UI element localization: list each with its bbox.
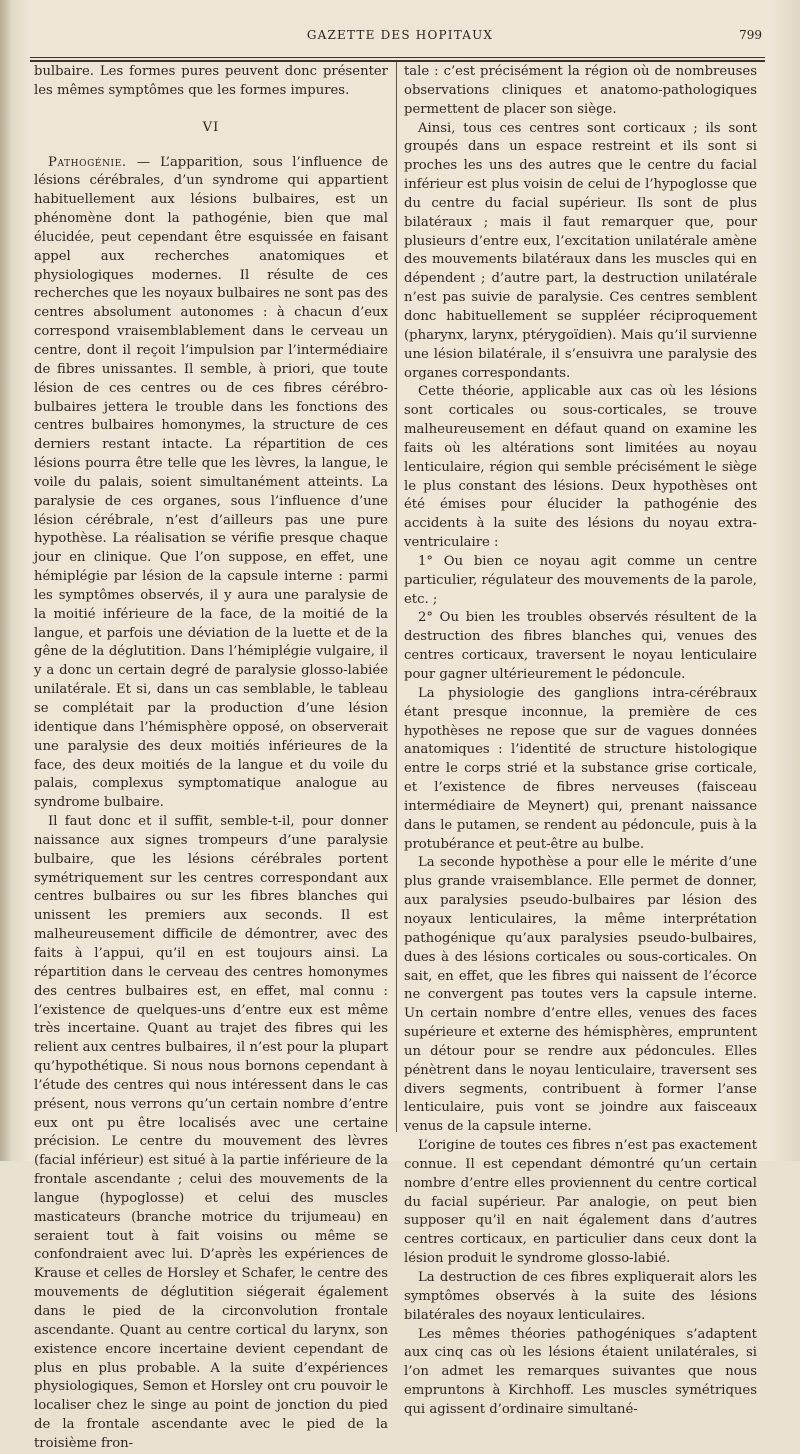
header-rule-thin [30, 57, 765, 58]
paragraph-opening: bulbaire. Les formes pures peuvent donc présenter les mêmes symptômes que les formes impures. [34, 64, 388, 98]
section-heading: VI [202, 119, 220, 135]
header-rule-thick [30, 60, 765, 62]
page-header [30, 28, 770, 48]
paragraph-seconde: La seconde hypothèse a pour elle le mérite d’une plus grande vraisemblance. Elle permet de donner, aux paralysies pseudo-bulbaires par lésion des noyaux lenticulaires, la même interprétation pathogénique qu’aux paralysies pseudo-bulbaires, dues à des lésions corticales ou sous-corticales. On sait, en effet, que les fibres qui naissent de l’écorce ne convergent pas toutes vers la capsule interne. Un certain nombre d’entre elles, venues des faces supérieure et externe des hémisphères, empruntent un détour pour se rendre aux pédoncules. Elles pénètrent dans le noyau lenticulaire, traversent ses divers segments, contribuent à former l’anse lenticulaire, puis vont se joindre aux faisceaux venus de la capsule interne. [404, 855, 757, 1135]
paragraph-tale: tale : c’est précisément la région où de nombreuses observations cliniques et anatomo-pathologiques permettent de placer son siège. [404, 64, 757, 117]
paragraph-origine: L’origine de toutes ces fibres n’est pas exactement connue. Il est cependant démontré qu’un certain nombre d’entre elles proviennent du centre cortical du facial supérieur. Par analogie, on peut bien supposer qu’il en nait également dans d’autres centres corticaux, en particulier dans ceux dont la lésion produit le syndrome glosso-labié. [404, 1138, 757, 1267]
paragraph-hypothesis-1: 1° Ou bien ce noyau agit comme un centre particulier, régulateur des mouvements de la parole, etc. ; [404, 553, 757, 607]
running-title: GAZETTE DES HOPITAUX [306, 28, 494, 42]
paragraph-memes: Les mêmes théories pathogéniques s’adaptent aux cinq cas où les lésions étaient unilatérales, si l’on admet les remarques suivantes que nous empruntons à Kirchhoff. Les muscles symétriques qui agissent d’ordinaire simultané- [404, 1326, 757, 1417]
paragraph-destruction: La destruction de ces fibres expliquerait alors les symptômes observés à la suite des lésions bilatérales des noyaux lenticulaires. [404, 1270, 757, 1323]
paragraph-ainsi: Ainsi, tous ces centres sont corticaux ; ils sont groupés dans un espace restreint et ils sont si proches les uns des autres que le centre du facial inférieur est plus voisin de celui de l’hypoglosse que du centre du facial supérieur. Ils sont de plus bilatéraux ; mais il faut remarquer que, pour plusieurs d’entre eux, l’excitation unilatérale amène des mouvements bilatéraux dans les muscles qui en dépendent ; d’autre part, la destruction unilatérale n’est pas suivie de paralysie. Ces centres semblent donc habituellement se suppléer réciproquement (pharynx, larynx, ptérygoïdien). Mais qu’il survienne une lésion bilatérale, il s’ensuivra une paralysie des organes correspondants. [404, 120, 757, 381]
pathogenie-body: L’apparition, sous l’influence de lésions cérébrales, d’un syndrome qui appartient habituellement aux lésions bulbaires, est un phénomène dont la pathogénie, bien que mal élucidée, peut cependant être esquissée en faisant appel aux recherches anatomiques et physiologiques modernes. Il résulte de ces recherches que les noyaux bulbaires ne sont pas des centres absolument autonomes : à chacun d’eux correspond vraisemblablement dans le cerveau un centre, dont il reçoit l’impulsion par l’intermédiaire de fibres unissantes. Il semble, à priori, que toute lésion de ces centres ou de ces fibres cérébro-bulbaires jettera le trouble dans les fonctions des centres bulbaires homonymes, la structure de ces derniers restant intacte. La répartition de ces lésions pourra être telle que les lèvres, la langue, le voile du palais, soient simultanément atteints. La paralysie de ces organes, sous l’influence d’une lésion cérébrale, n’est d’ailleurs pas une pure hypothèse. La réalisation se vérifie presque chaque jour en clinique. Que l’on suppose, en effet, une hémiplégie par lésion de la capsule interne : parmi les symptômes observés, il y aura une paralysie de la moitié inférieure de la face, de la moitié de la langue, et parfois une déviation de la luette et de la gêne de la déglutition. Dans l’hémiplégie vulgaire, il y a donc un certain degré de paralysie glosso-labiée unilatérale. Et si, dans un cas semblable, le tableau se complétait par la production d’une lésion identique dans l’hémisphère opposé, on observerait une paralysie des deux moitiés inférieures de la face, des deux moitiés de la langue et du voile du palais, complexus symptomatique analogue au syndrome bulbaire. [34, 154, 388, 811]
left-column [34, 63, 388, 1451]
paragraph-hypothesis-2: 2° Ou bien les troubles observés résultent de la destruction des fibres blanches qui, venues des centres corticaux, traversent le noyau lenticulaire pour gagner ultérieurement le pédoncule. [404, 610, 757, 682]
paragraph-theorie: Cette théorie, applicable aux cas où les lésions sont corticales ou sous-corticales, se trouve malheureusement en défaut quand on examine les faits où les altérations sont limitées au noyau lenticulaire, région qui semble précisément le siège le plus constant des lésions. Deux hypothèses ont été émises pour élucider la pathogénie des accidents à la suite des lésions du noyau extra-ventriculaire : [404, 384, 757, 551]
paragraph-physiologie: La physiologie des ganglions intra-cérébraux étant presque inconnue, la première de ces hypothèses ne repose que sur de vagues données anatomiques : l’identité de structure histologique entre le corps strié et la substance grise corticale, et l’existence de fibres nerveuses (faisceau intermédiaire de Meynert) qui, prenant naissance dans le putamen, se rendent au pédoncule, puis à la protubérance et peut-être au bulbe. [404, 685, 757, 852]
binding-shadow [0, 0, 12, 1161]
right-column [404, 63, 757, 1417]
pathogenie-lead: Pathogénie. — [48, 154, 151, 170]
column-divider [396, 62, 397, 1132]
page-number: 799 [739, 28, 762, 42]
paragraph-pathogenie [34, 154, 388, 814]
paragraph-suffit: Il faut donc et il suffit, semble-t-il, pour donner naissance aux signes trompeurs d’une paralysie bulbaire, que les lésions cérébrales portent symétriquement sur les centres correspondant aux centres bulbaires ou sur les fibres blanches qui unissent les premiers aux seconds. Il est malheureusement difficile de démontrer, avec des faits à l’appui, qu’il en est toujours ainsi. La répartition dans le cerveau des centres homonymes des centres bulbaires est, en effet, mal connu : l’existence de quelques-uns d’entre eux est même très incertaine. Quant au trajet des fibres qui les relient aux centres bulbaires, il n’est pour la plupart qu’hypothétique. Si nous nous bornons cependant à l’étude des centres qui nous intéressent dans le cas présent, nous verrons qu’un certain nombre d’entre eux ont pu être localisés avec une certaine précision. Le centre du mouvement des lèvres (facial inférieur) est situé à la partie inférieure de la frontale ascendante ; celui des mouvements de la langue (hypoglosse) et celui des muscles masticateurs (branche motrice du trijumeau) en seraient tout à fait voisins ou même se confondraient avec lui. D’après les expériences de Krause et celles de Horsley et Schafer, le centre des mouvements de déglutition siégerait également dans le pied de la circonvolution frontale ascendante. Quant au centre cortical du larynx, son existence encore incertaine devient cependant de plus en plus probable. A la suite d’expériences physiologiques, Semon et Horsley ont cru pouvoir le localiser chez le singe au point de jonction du pied de la frontale ascendante avec le pied de la troisième fron- [34, 814, 388, 1451]
